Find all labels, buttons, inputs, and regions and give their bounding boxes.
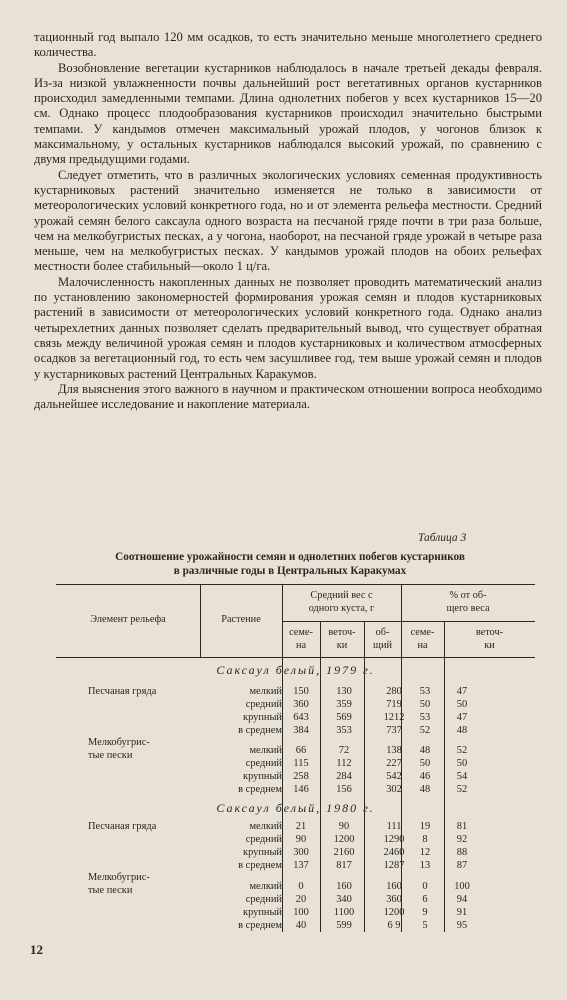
table-row bbox=[0, 771, 567, 784]
shoots-percent-cell: 92 bbox=[456, 834, 468, 845]
header-line: веточ- bbox=[475, 627, 504, 638]
shoots-weight-cell: 284 bbox=[336, 771, 352, 782]
shoots-percent-cell: 48 bbox=[456, 725, 468, 736]
seeds-weight-cell: 643 bbox=[293, 712, 309, 723]
table-row bbox=[0, 686, 567, 699]
total-weight-cell: 138 bbox=[386, 745, 402, 756]
shoots-weight-cell: 1100 bbox=[333, 907, 355, 918]
size-cell: в среднем bbox=[238, 920, 282, 931]
table-row bbox=[0, 784, 567, 797]
size-cell: средний bbox=[245, 834, 282, 845]
shoots-percent-cell: 50 bbox=[456, 758, 468, 769]
size-cell: средний bbox=[245, 894, 282, 905]
header-line: ки bbox=[336, 639, 348, 651]
header-line: одного куста, г bbox=[308, 602, 375, 614]
seeds-weight-cell: 150 bbox=[293, 686, 309, 697]
size-cell: мелкий bbox=[249, 686, 282, 697]
shoots-weight-cell: 90 bbox=[338, 821, 350, 832]
table-row bbox=[0, 907, 567, 920]
total-weight-cell: 160 bbox=[386, 881, 402, 892]
size-cell: в среднем bbox=[238, 725, 282, 736]
seeds-weight-cell: 115 bbox=[293, 758, 309, 769]
header-line: семе- bbox=[410, 627, 435, 638]
paragraph: Следует отметить, что в различных экологических условиях семенная продуктивность кустарниковых растений значительно изменяется не только в зависимости от метеорологических условий конкретного года, но и от элемента рельефа местности. Средний урожай семян белого саксаула одного возраста на песчаной гряде почти в три раза больше, чем на мелкобугристых песках, а у чогона, наоборот, на песчаной гряде урожай в четыре раза меньше, чем на мелкобугристых песках. У кандымов урожай плодов на обоих рельефах местности более стабильный—около 1 ц/га. bbox=[34, 167, 542, 274]
seeds-percent-cell: 13 bbox=[419, 860, 431, 871]
seeds-weight-cell: 20 bbox=[295, 894, 307, 905]
shoots-percent-cell: 88 bbox=[456, 847, 468, 858]
shoots-percent-cell: 50 bbox=[456, 699, 468, 710]
shoots-weight-cell: 569 bbox=[336, 712, 352, 723]
header-line: ки bbox=[484, 639, 495, 651]
relief-line: Мелкобугрис- bbox=[88, 872, 150, 883]
shoots-percent-cell: 52 bbox=[456, 784, 468, 795]
table-header bbox=[56, 584, 535, 658]
page-number: 12 bbox=[30, 942, 43, 957]
seeds-percent-cell: 12 bbox=[419, 847, 431, 858]
seeds-percent-cell: 5 bbox=[422, 920, 428, 931]
table-caption bbox=[70, 551, 510, 578]
shoots-weight-cell: 353 bbox=[336, 725, 352, 736]
total-weight-cell: 1287 bbox=[383, 860, 405, 871]
size-cell: крупный bbox=[243, 907, 282, 918]
total-weight-cell: 280 bbox=[386, 686, 402, 697]
seeds-weight-cell: 90 bbox=[295, 834, 307, 845]
header-line: веточ- bbox=[328, 627, 356, 638]
header-line: щего веса bbox=[446, 602, 490, 614]
section-title: Саксаул белый, 1979 г. bbox=[216, 663, 375, 677]
seeds-percent-cell: 48 bbox=[419, 745, 431, 756]
shoots-weight-cell: 160 bbox=[336, 881, 352, 892]
table-row bbox=[0, 834, 567, 847]
table-row bbox=[0, 699, 567, 712]
table-row bbox=[0, 758, 567, 771]
total-weight-cell: 6 9 bbox=[387, 920, 401, 931]
seeds-weight-cell: 360 bbox=[293, 699, 309, 710]
seeds-percent-cell: 53 bbox=[419, 712, 431, 723]
header-line: на bbox=[295, 639, 307, 651]
seeds-percent-cell: 19 bbox=[419, 821, 431, 832]
seeds-weight-cell: 146 bbox=[293, 784, 309, 795]
shoots-weight-cell: 156 bbox=[336, 784, 352, 795]
shoots-percent-cell: 94 bbox=[456, 894, 468, 905]
total-weight-cell: 1200 bbox=[383, 907, 405, 918]
total-weight-cell: 111 bbox=[386, 821, 402, 832]
seeds-weight-cell: 258 bbox=[293, 771, 309, 782]
seeds-percent-cell: 48 bbox=[419, 784, 431, 795]
total-weight-cell: 719 bbox=[386, 699, 402, 710]
table-label: Таблица 3 bbox=[418, 532, 467, 544]
total-weight-cell: 542 bbox=[386, 771, 402, 782]
relief-line: тые пески bbox=[88, 749, 133, 761]
size-cell: средний bbox=[245, 758, 282, 769]
paragraph: Малочисленность накопленных данных не позволяет проводить математический анализ по установлению закономерностей формирования урожая семян и плодов кустарниковых растений в зависимости от метеорологических условий конкретного года. Однако анализ четырехлетних данных позволяет сделать предварительный вывод, что существует обратная связь между величиной урожая семян и плодов кустарниковых и количеством атмосферных осадков за вегетационный год, то есть чем засушливее год, тем выше урожай семян и плодов у кустарниковых растений Центральных Каракумов. bbox=[34, 274, 542, 381]
seeds-percent-cell: 6 bbox=[422, 894, 428, 905]
total-weight-cell: 1290 bbox=[383, 834, 405, 845]
total-weight-cell: 302 bbox=[386, 784, 402, 795]
table-row bbox=[0, 860, 567, 873]
shoots-percent-cell: 87 bbox=[456, 860, 468, 871]
shoots-percent-cell: 81 bbox=[456, 821, 468, 832]
size-cell: в среднем bbox=[238, 860, 282, 871]
seeds-percent-cell: 52 bbox=[419, 725, 431, 736]
table-row bbox=[0, 821, 567, 834]
shoots-percent-cell: 100 bbox=[454, 881, 470, 892]
size-cell: крупный bbox=[243, 771, 282, 782]
relief-line: тые пески bbox=[88, 884, 133, 896]
header-shoots-weight bbox=[320, 627, 364, 652]
table-row bbox=[0, 920, 567, 933]
relief-line: Песчаная гряда bbox=[88, 686, 157, 697]
table-caption-line: в различные годы в Центральных Каракумах bbox=[173, 564, 407, 577]
seeds-percent-cell: 50 bbox=[419, 699, 431, 710]
seeds-percent-cell: 53 bbox=[419, 686, 431, 697]
size-cell: мелкий bbox=[249, 821, 282, 832]
seeds-weight-cell: 137 bbox=[293, 860, 309, 871]
table-row bbox=[0, 712, 567, 725]
seeds-percent-cell: 8 bbox=[422, 834, 428, 845]
shoots-percent-cell: 47 bbox=[456, 712, 468, 723]
header-line: об- bbox=[375, 627, 390, 638]
body-text bbox=[34, 30, 542, 412]
shoots-weight-cell: 1200 bbox=[333, 834, 355, 845]
relief-line: Мелкобугрис- bbox=[88, 737, 150, 748]
header-relief: Элемент рельефа bbox=[90, 614, 166, 625]
header-total bbox=[364, 627, 401, 652]
table-caption-line: Соотношение урожайности семян и однолетних побегов кустарников bbox=[115, 551, 465, 563]
size-cell: мелкий bbox=[249, 745, 282, 756]
table-row bbox=[0, 894, 567, 907]
size-cell: в среднем bbox=[238, 784, 282, 795]
table-row bbox=[0, 725, 567, 738]
shoots-percent-cell: 91 bbox=[456, 907, 468, 918]
header-percent bbox=[401, 590, 535, 615]
seeds-weight-cell: 21 bbox=[295, 821, 307, 832]
seeds-percent-cell: 50 bbox=[419, 758, 431, 769]
relief-line: Песчаная гряда bbox=[88, 821, 157, 832]
seeds-weight-cell: 66 bbox=[295, 745, 307, 756]
table-row bbox=[0, 881, 567, 894]
paragraph: тационный год выпало 120 мм осадков, то есть значительно меньше многолетнего среднего количества. bbox=[34, 30, 542, 60]
header-line: % от об- bbox=[449, 590, 487, 601]
header-shoots-percent bbox=[444, 627, 535, 652]
paragraph: Для выяснения этого важного в научном и практическом отношении вопроса необходимо дальнейшее исследование и накопление материала. bbox=[34, 381, 542, 412]
paragraph: Возобновление вегетации кустарников наблюдалось в начале третьей декады февраля. Из-за низкой увлажненности почвы дальнейший рост вегетативных органов кустарников происходил замедленными темпами. Длина однолетних побегов у всех кустарников 15—20 см. Однако процесс плодообразования кустарников происходил значительно быстрыми темпами. У кандымов отмечен максимальный урожай плодов, у чогонов близок к максимальному, у остальных кустарников наблюдался высокий урожай, по сравнению с двумя предыдущими годами. bbox=[34, 60, 542, 167]
total-weight-cell: 1212 bbox=[383, 712, 405, 723]
header-line: щий bbox=[373, 639, 392, 651]
seeds-weight-cell: 0 bbox=[298, 881, 304, 892]
shoots-weight-cell: 340 bbox=[336, 894, 352, 905]
seeds-weight-cell: 300 bbox=[293, 847, 309, 858]
total-weight-cell: 737 bbox=[386, 725, 402, 736]
total-weight-cell: 227 bbox=[386, 758, 402, 769]
size-cell: мелкий bbox=[249, 881, 282, 892]
total-weight-cell: 360 bbox=[386, 894, 402, 905]
seeds-percent-cell: 0 bbox=[422, 881, 428, 892]
header-plant: Растение bbox=[221, 614, 261, 625]
seeds-weight-cell: 100 bbox=[293, 907, 309, 918]
size-cell: крупный bbox=[243, 712, 282, 723]
seeds-percent-cell: 9 bbox=[422, 907, 428, 918]
shoots-weight-cell: 599 bbox=[336, 920, 352, 931]
total-weight-cell: 2460 bbox=[383, 847, 405, 858]
header-line: Средний вес с bbox=[310, 590, 373, 601]
shoots-weight-cell: 817 bbox=[336, 860, 352, 871]
size-cell: средний bbox=[245, 699, 282, 710]
header-seeds-weight bbox=[282, 627, 320, 652]
seeds-weight-cell: 384 bbox=[293, 725, 309, 736]
header-line: семе- bbox=[289, 627, 313, 638]
header-avg-weight bbox=[282, 590, 401, 615]
shoots-weight-cell: 2160 bbox=[333, 847, 355, 858]
shoots-percent-cell: 52 bbox=[456, 745, 468, 756]
shoots-percent-cell: 95 bbox=[456, 920, 468, 931]
shoots-weight-cell: 130 bbox=[336, 686, 352, 697]
table-row bbox=[0, 745, 567, 758]
table-row bbox=[0, 847, 567, 860]
shoots-percent-cell: 54 bbox=[456, 771, 468, 782]
seeds-weight-cell: 40 bbox=[295, 920, 307, 931]
header-line: на bbox=[417, 639, 428, 651]
size-cell: крупный bbox=[243, 847, 282, 858]
header-seeds-percent bbox=[401, 627, 444, 652]
shoots-weight-cell: 72 bbox=[338, 745, 350, 756]
shoots-weight-cell: 359 bbox=[336, 699, 352, 710]
seeds-percent-cell: 46 bbox=[419, 771, 431, 782]
section-title: Саксаул белый, 1980 г. bbox=[216, 801, 375, 815]
shoots-percent-cell: 47 bbox=[456, 686, 468, 697]
shoots-weight-cell: 112 bbox=[336, 758, 352, 769]
